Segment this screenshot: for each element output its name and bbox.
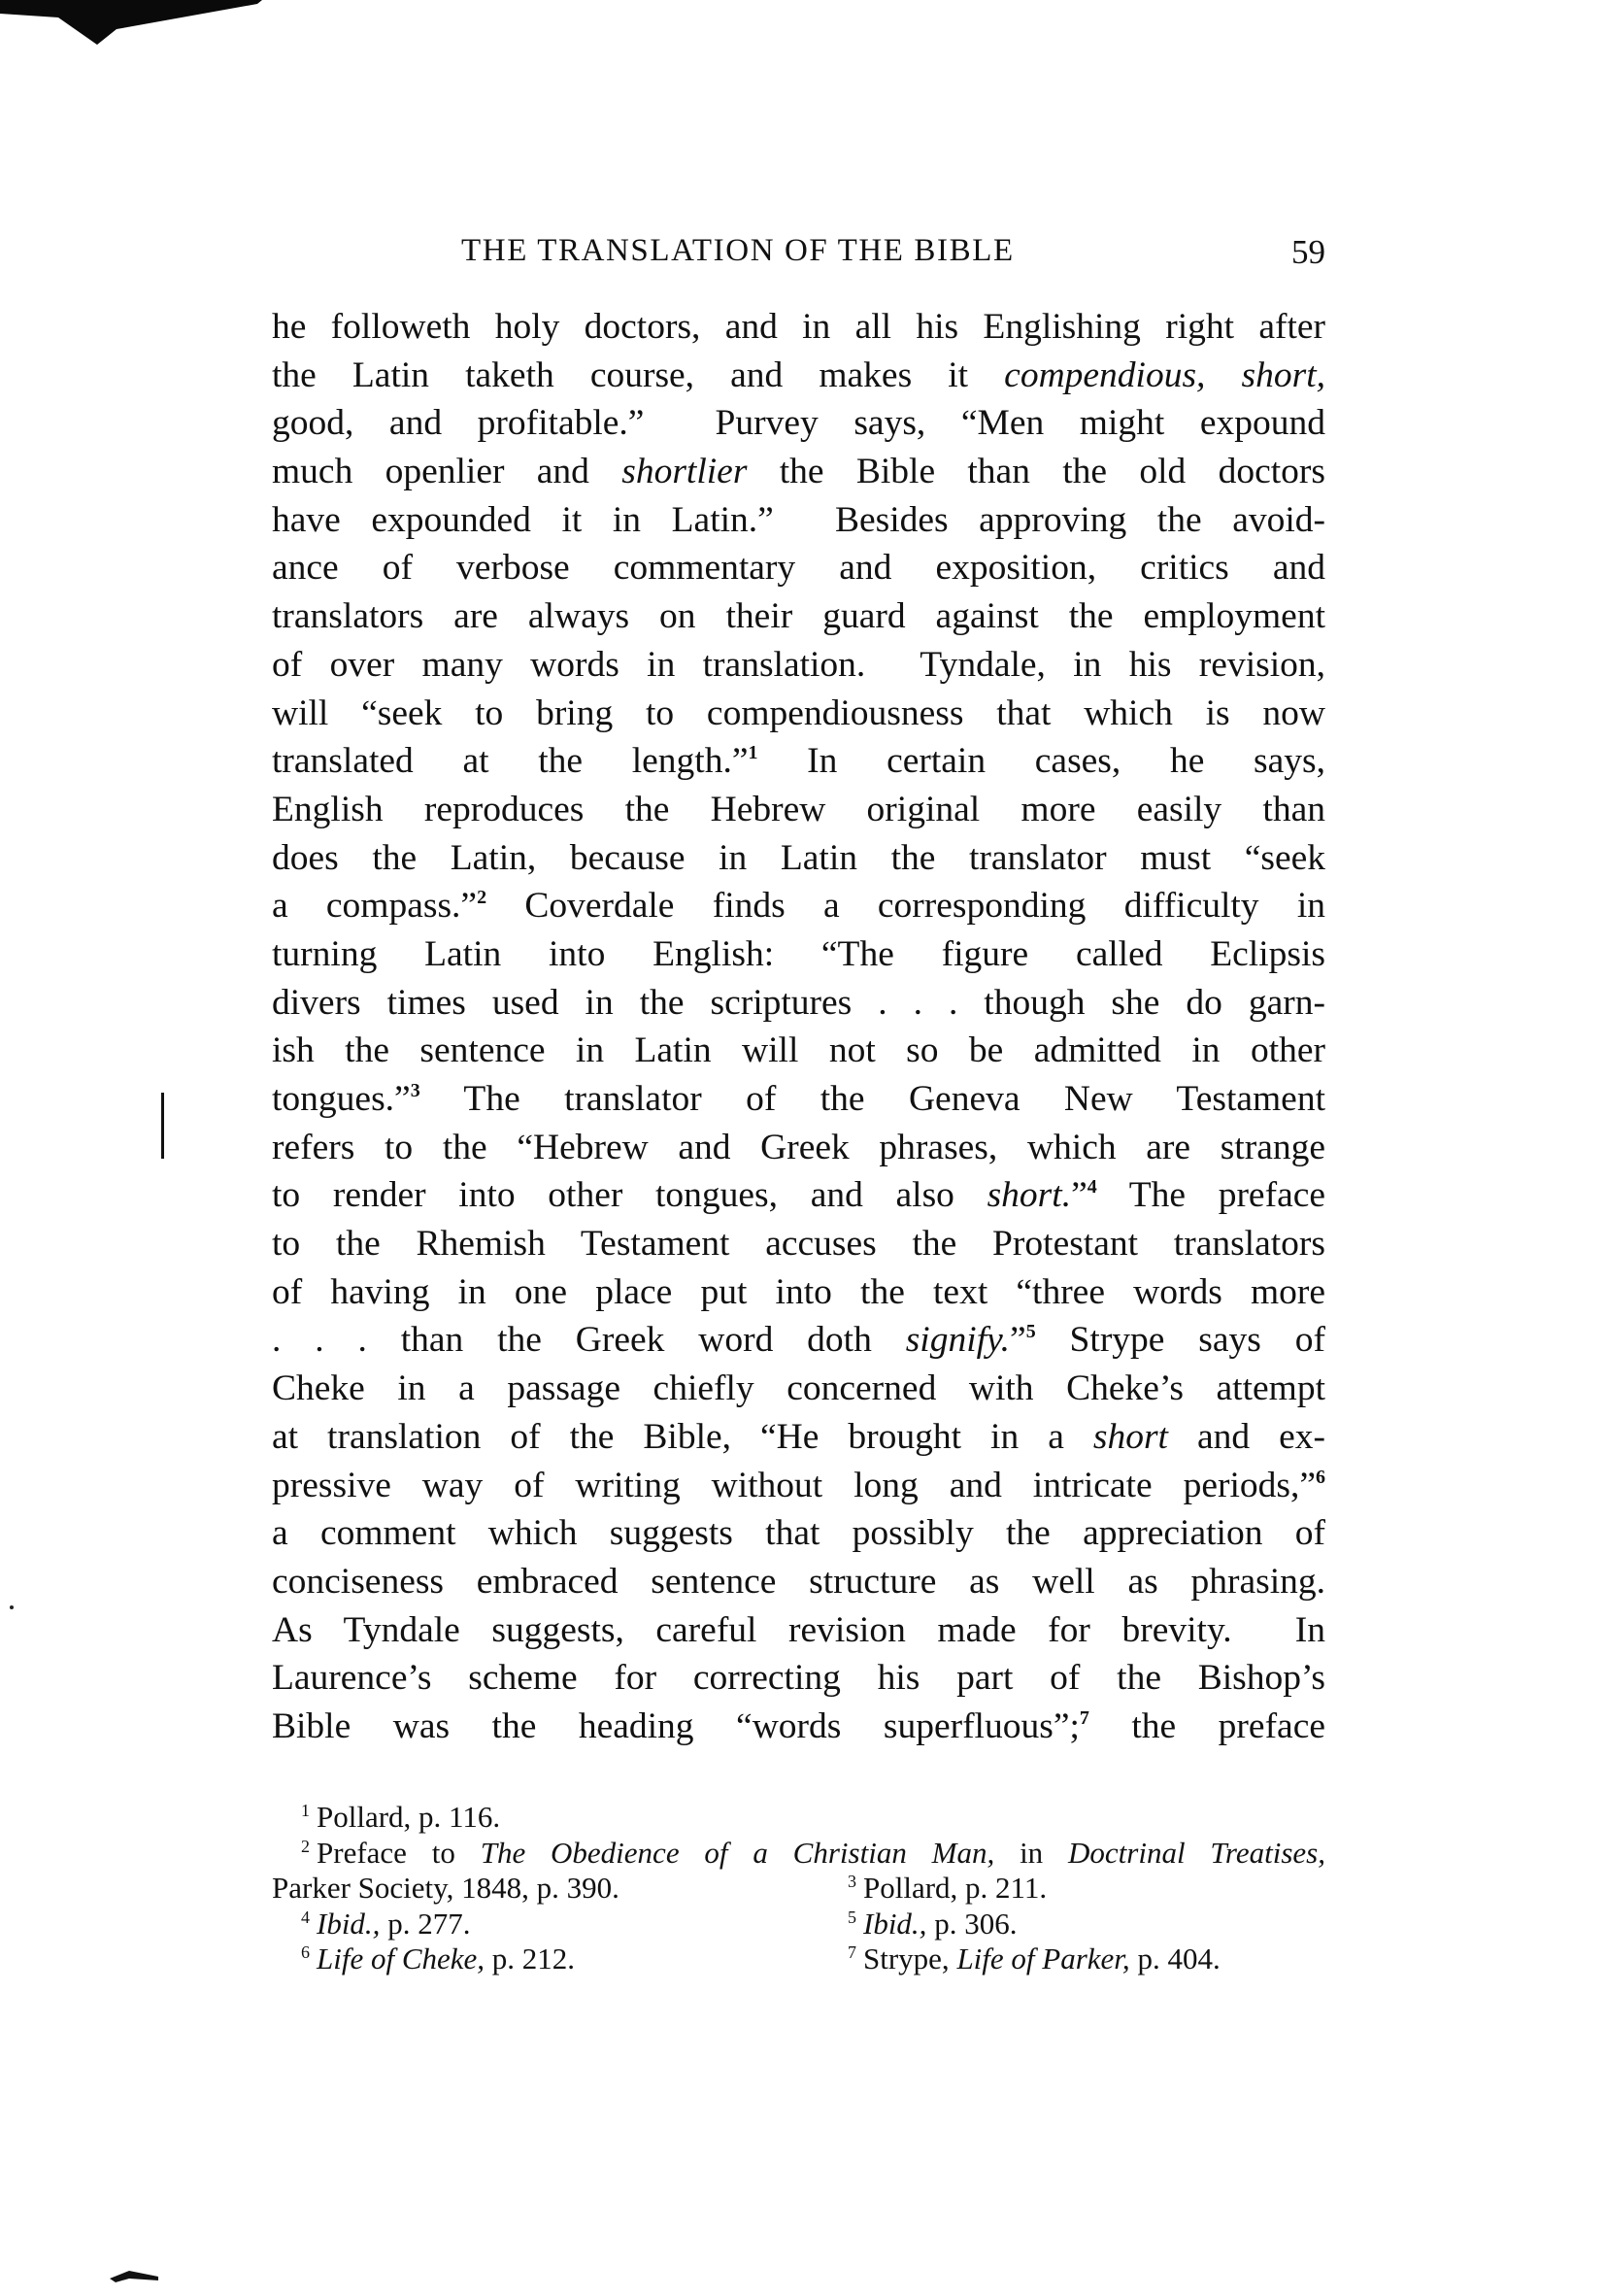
line-text: The translator of the Geneva New Testament [419,1079,1325,1119]
text-line [272,979,1325,1028]
footnote-row [272,1941,1325,1977]
footnote-row [272,1907,1325,1942]
footnote-6 [301,1941,575,1977]
footnote-text: p. 306. [926,1906,1018,1941]
text-line [272,303,1325,352]
line-text: ance of verbose commentary and exposition, critics and [272,548,1325,589]
line-text: ” [1010,1320,1026,1361]
footnote-5 [848,1907,1017,1942]
line-text: English reproduces the Hebrew original more easily than [272,789,1325,829]
line-text: of over many words in translation. Tyndale, in his revision, [272,644,1325,685]
line-text: translators are always on their guard against the employment [272,596,1325,637]
line-text: tongues.” [272,1079,411,1119]
line-text: translated at the length.” [272,741,749,782]
text-line [272,1654,1325,1703]
line-text: Laurence’s scheme for correcting his part of the Bishop’s [272,1658,1325,1699]
margin-line-mark [161,1093,164,1159]
footnote-row [272,1871,1325,1907]
footnote-mark: 5 [848,1907,856,1927]
footnote-title: Ibid., [863,1906,927,1941]
footnote-mark: 3 [848,1872,856,1891]
text-line [272,641,1325,690]
line-text: The preface [1096,1175,1325,1216]
text-line [272,834,1325,883]
text-line [272,1606,1325,1655]
page-number: 59 [1291,233,1325,271]
footnote-ref[interactable]: 6 [1316,1466,1325,1488]
text-line [272,399,1325,448]
line-text: Strype says of [1035,1320,1325,1361]
footnote-title: Life of Cheke, [317,1941,485,1975]
footnote-mark: 4 [301,1907,310,1927]
text-line [272,786,1325,834]
footnote-2-continuation: Parker Society, 1848, p. 390. [272,1871,619,1905]
footnote-mark: 1 [301,1801,310,1820]
footnote-text: p. 277. [380,1906,471,1941]
line-text: turning Latin into English: “The figure called Eclipsis [272,933,1325,974]
line-text: a compass.” [272,886,478,927]
footnote-text: p. 212. [485,1941,576,1975]
line-text: Bible was the heading “words superfluous”; [272,1705,1080,1746]
footnote-7 [848,1941,1221,1977]
line-text: the Latin taketh course, and makes it [272,355,1005,395]
footnote-ref[interactable]: 3 [410,1080,420,1101]
text-line [272,1365,1325,1413]
footnote-text: Strype, [863,1941,957,1975]
text-line [272,352,1325,400]
running-title: THE TRANSLATION OF THE BIBLE [461,233,1015,268]
text-line [272,690,1325,738]
margin-dot-mark [10,1605,14,1609]
body-text [272,303,1325,1751]
text-line [272,544,1325,592]
footnote-text: p. 404. [1129,1941,1221,1975]
footnote-mark: 6 [301,1942,310,1962]
footnote-mark: 7 [848,1942,856,1962]
line-text: Coverdale finds a corresponding difficulty in [486,886,1325,927]
italic-text: signify. [905,1320,1011,1361]
italic-text: compendious, short, [1004,355,1325,395]
line-text: As Tyndale suggests, careful revision made for brevity. In [272,1609,1325,1650]
footnote-text: in [994,1835,1069,1870]
italic-text: shortlier [621,452,748,492]
text-line [272,1268,1325,1317]
text-line [272,737,1325,786]
footnote-ref[interactable]: 1 [748,742,758,764]
footnote-title: Doctrinal Treatises, [1068,1835,1325,1870]
running-head [272,233,1325,272]
footnotes [272,1800,1325,1977]
text-line [272,882,1325,930]
footnote-mark: 2 [301,1836,310,1856]
footnote-4 [301,1907,470,1942]
line-text: the Bible than the old doctors [747,452,1325,492]
text-line [272,496,1325,545]
line-text: Cheke in a passage chiefly concerned with Cheke’s attempt [272,1368,1325,1409]
scan-corner-mark [0,0,272,49]
line-text: much openlier and [272,452,622,492]
text-line [272,1509,1325,1558]
line-text: pressive way of writing without long and intricate periods,” [272,1465,1316,1505]
line-text: of having in one place put into the text “three words more [272,1271,1325,1312]
footnote-ref[interactable]: 5 [1025,1321,1036,1343]
line-text: ” [1071,1175,1087,1216]
text-line [272,592,1325,641]
line-text: at translation of the Bible, “He brought in a [272,1416,1093,1457]
italic-text: short. [987,1175,1072,1216]
text-line [272,1171,1325,1220]
text-line [272,448,1325,496]
line-text: to the Rhemish Testament accuses the Protestant translators [272,1224,1325,1265]
line-text: does the Latin, because in Latin the translator must “seek [272,837,1325,878]
text-line [272,1220,1325,1268]
text-line [272,1075,1325,1124]
line-text: In certain cases, he says, [757,741,1325,782]
text-line [272,1027,1325,1075]
line-text: refers to the “Hebrew and Greek phrases, which are strange [272,1127,1325,1167]
footnote-title: The Obedience of a Christian Man, [480,1835,995,1870]
line-text: have expounded it in Latin.” Besides approving the avoid- [272,499,1325,540]
text-line [272,1316,1325,1365]
footnote-ref[interactable]: 4 [1087,1176,1097,1199]
text-line [272,1703,1325,1751]
footnote-text: Pollard, p. 116. [317,1800,501,1834]
text-line [272,1413,1325,1462]
footnote-text: Pollard, p. 211. [863,1871,1048,1905]
text-line [272,930,1325,979]
line-text: . . . than the Greek word doth [272,1320,906,1361]
text-line [272,1558,1325,1606]
line-text: divers times used in the scriptures . . . though she do garn- [272,982,1325,1023]
line-text: ish the sentence in Latin will not so be admitted in other [272,1030,1325,1071]
italic-text: short [1092,1416,1168,1457]
text-line [272,1124,1325,1172]
footnote-ref[interactable]: 7 [1079,1706,1089,1729]
footnote-row [272,1800,1325,1836]
line-text: to render into other tongues, and also [272,1175,987,1216]
scan-bottom-mark [110,2269,158,2284]
text-line [272,1462,1325,1510]
line-text: a comment which suggests that possibly the appreciation of [272,1513,1325,1554]
line-text: he followeth holy doctors, and in all his Englishing right after [272,307,1325,347]
footnote-1 [301,1800,500,1836]
footnote-title: Life of Parker, [956,1941,1130,1975]
line-text: conciseness embraced sentence structure as well as phrasing. [272,1561,1325,1602]
footnote-3 [848,1871,1047,1907]
footnote-text: Preface to [317,1835,481,1870]
footnote-title: Ibid., [317,1906,381,1941]
line-text: will “seek to bring to compendiousness that which is now [272,692,1325,733]
footnote-row [272,1836,1325,1872]
line-text: and ex- [1167,1416,1325,1457]
line-text: good, and profitable.” Purvey says, “Men might expound [272,403,1325,444]
footnote-2 [301,1836,1325,1872]
line-text: the preface [1088,1705,1325,1746]
footnote-ref[interactable]: 2 [477,887,487,909]
